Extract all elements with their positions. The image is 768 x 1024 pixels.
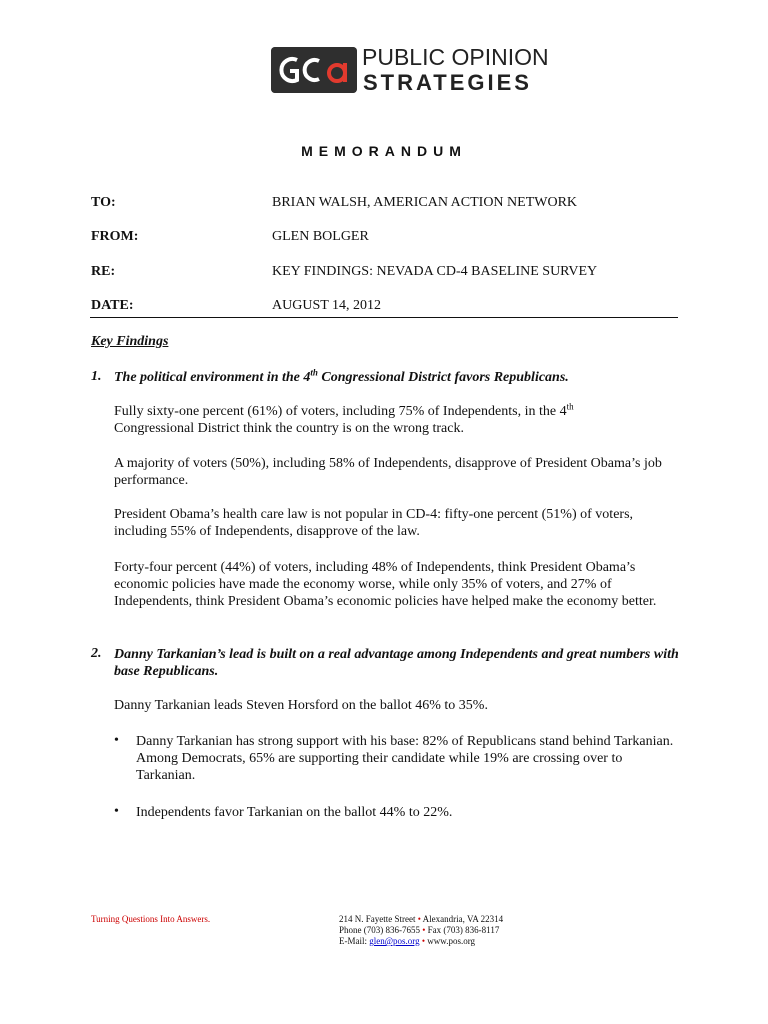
finding-1-paragraph-3: President Obama’s health care law is not popular in CD-4: fifty-one percent (51%) of voters, including 55% of Independents, disapprove of the law.	[114, 507, 634, 539]
bullet-2-marker: •	[114, 804, 119, 819]
finding-1-number: 1.	[91, 369, 102, 384]
bullet-2-text: Independents favor Tarkanian on the ballot 44% to 22%.	[136, 805, 453, 820]
finding-1-paragraph-1: Fully sixty-one percent (61%) of voters, including 75% of Independents, in the 4th Congressional District think the country is on the wrong track.	[114, 401, 574, 436]
finding-1-heading: The political environment in the 4th Congressional District favors Republicans.	[114, 367, 569, 385]
email-link[interactable]: glen@pos.org	[369, 936, 420, 946]
logo-line-2: STRATEGIES	[363, 70, 532, 95]
to-value: BRIAN WALSH, AMERICAN ACTION NETWORK	[272, 195, 578, 210]
footer-phone-line: Phone (703) 836-7655 • Fax (703) 836-8117	[339, 925, 500, 935]
header-divider	[90, 317, 678, 318]
key-findings-heading: Key Findings	[91, 334, 169, 349]
finding-1-paragraph-4: Forty-four percent (44%) of voters, including 48% of Independents, think President Obama’s economic policies have made the economy worse, while only 35% of voters, and 27% of Independents, think President Obama’s economic policies have helped make the economy better.	[114, 560, 657, 609]
to-label: TO:	[91, 195, 116, 210]
footer-email-line: E-Mail: glen@pos.org • www.pos.org	[339, 936, 476, 946]
re-value: KEY FINDINGS: NEVADA CD-4 BASELINE SURVEY	[272, 264, 598, 279]
footer-address-line: 214 N. Fayette Street • Alexandria, VA 22314	[339, 914, 504, 924]
memo-title: MEMORANDUM	[301, 143, 467, 159]
website-link[interactable]: www.pos.org	[427, 936, 476, 946]
finding-2-heading: Danny Tarkanian’s lead is built on a real advantage among Independents and great numbers with base Republicans.	[114, 647, 679, 679]
logo-mark	[271, 47, 357, 93]
re-label: RE:	[91, 264, 116, 279]
gca-logo-icon	[271, 47, 357, 93]
finding-1-paragraph-2: A majority of voters (50%), including 58% of Independents, disapprove of President Obama’s job performance.	[114, 456, 662, 488]
logo-line-1: PUBLIC OPINION	[362, 44, 549, 70]
from-label: FROM:	[91, 229, 139, 244]
footer-contact	[339, 914, 503, 947]
finding-2-number: 2.	[91, 646, 102, 661]
bullet-1-marker: •	[114, 733, 119, 748]
finding-2-paragraph-1: Danny Tarkanian leads Steven Horsford on the ballot 46% to 35%.	[114, 698, 488, 713]
from-value: GLEN BOLGER	[272, 229, 369, 244]
footer-tagline: Turning Questions Into Answers.	[91, 914, 211, 924]
date-value: AUGUST 14, 2012	[272, 298, 382, 313]
date-label: DATE:	[91, 298, 134, 313]
bullet-1-text: Danny Tarkanian has strong support with his base: 82% of Republicans stand behind Tarkanian. Among Democrats, 65% are supporting their candidate while 19% are crossing over to Tarkanian.	[136, 734, 674, 783]
